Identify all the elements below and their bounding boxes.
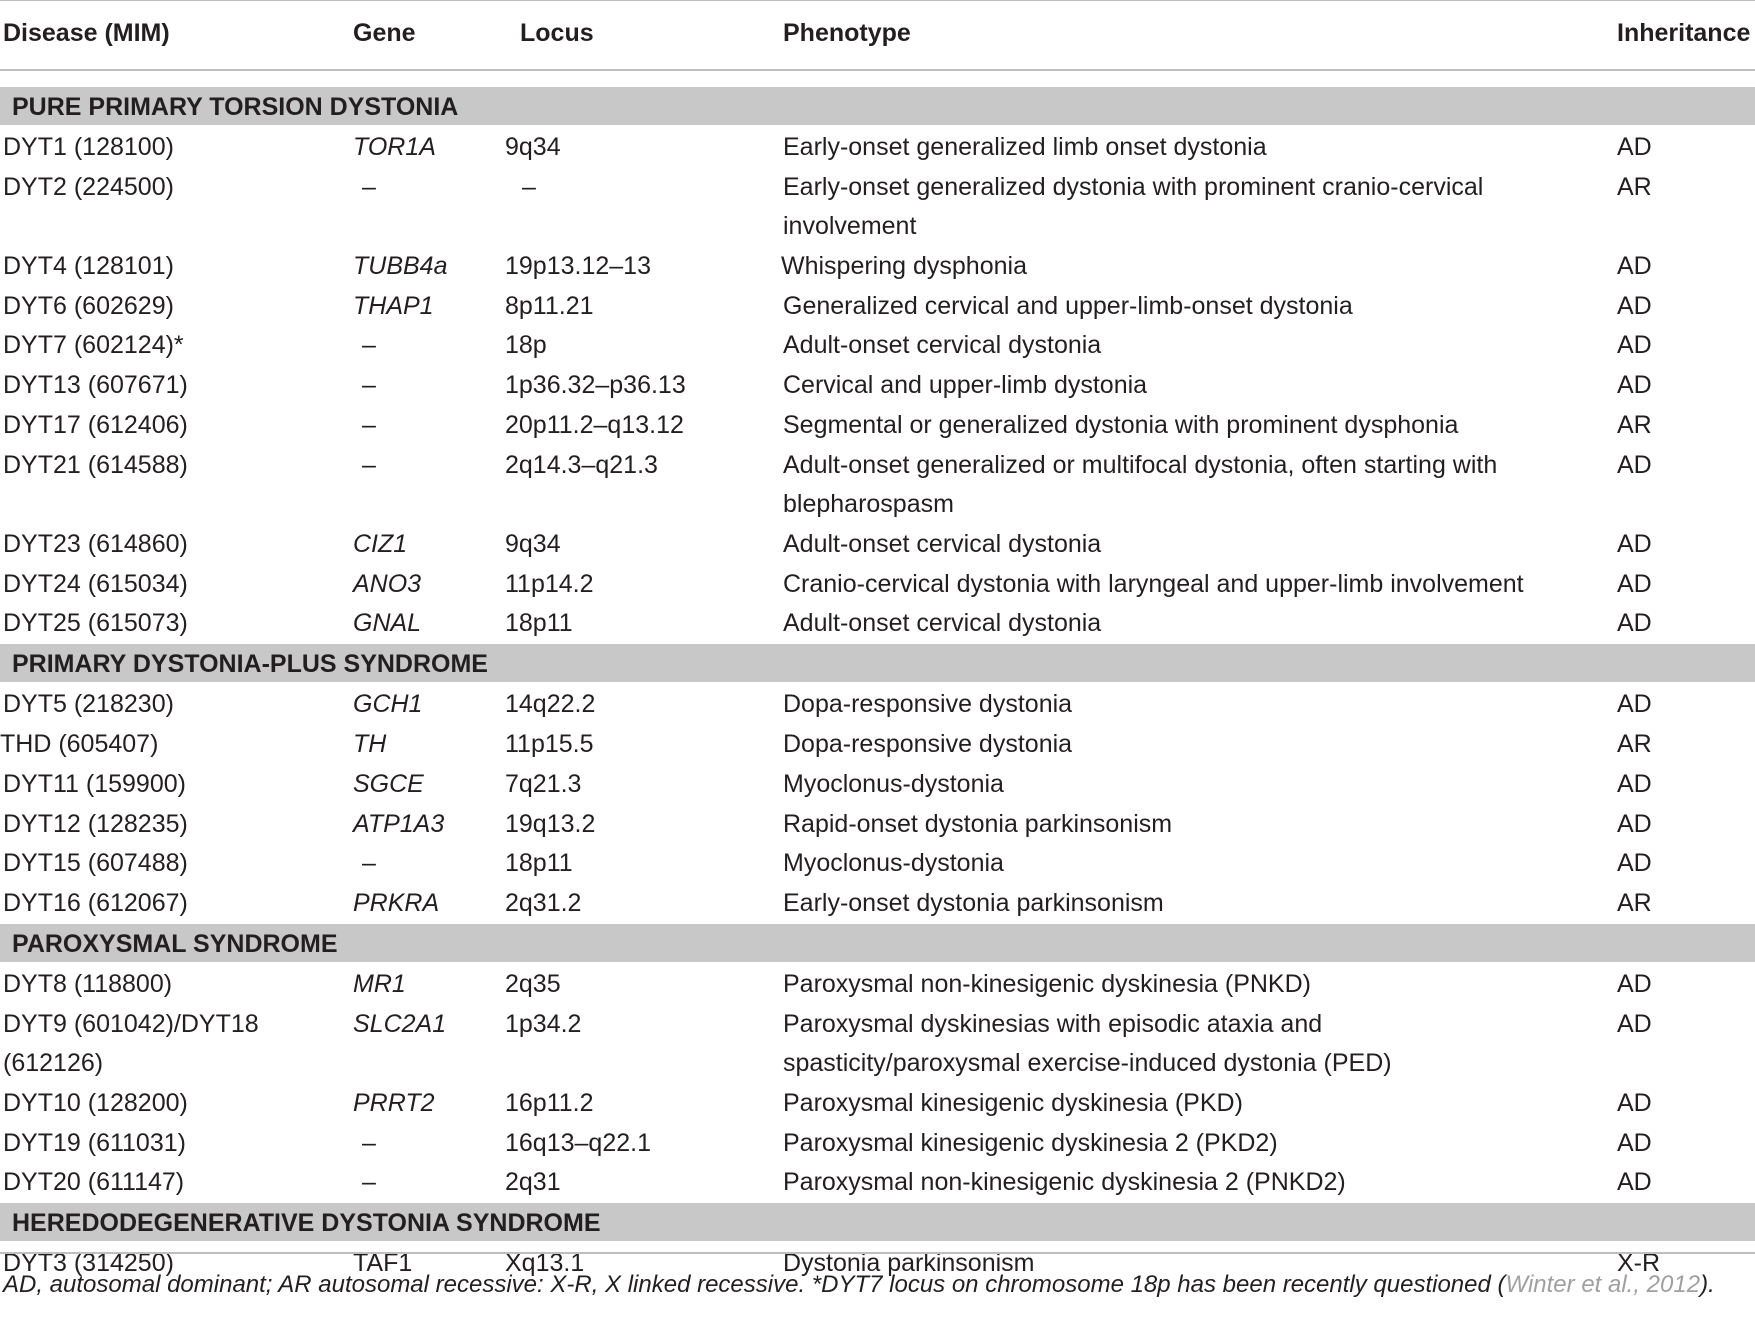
inheritance-cell: AD bbox=[1617, 1088, 1652, 1117]
table-row bbox=[0, 1084, 1755, 1124]
gene-cell: GNAL bbox=[353, 609, 422, 638]
locus-cell: 18p11 bbox=[505, 609, 573, 638]
disease-cell: DYT19 (611031) bbox=[3, 1128, 186, 1157]
inheritance-cell: AD bbox=[1617, 1128, 1652, 1157]
gene-cell: – bbox=[362, 1168, 376, 1197]
table-row bbox=[0, 366, 1755, 406]
disease-cell: DYT13 (607671) bbox=[3, 371, 188, 400]
header-gene: Gene bbox=[353, 19, 416, 47]
phenotype-cell: Adult-onset cervical dystonia bbox=[783, 529, 1102, 558]
table-footnote bbox=[0, 1252, 1755, 1340]
inheritance-cell: X-R bbox=[1617, 1249, 1661, 1278]
gene-cell: – bbox=[362, 450, 376, 479]
phenotype-cell: Adult-onset cervical dystonia bbox=[783, 331, 1102, 360]
disease-cell: DYT2 (224500) bbox=[3, 172, 174, 201]
locus-cell: 8p11.21 bbox=[505, 291, 594, 320]
phenotype-cell: Paroxysmal dyskinesias with episodic ataxia and spasticity/paroxysmal exercise-induced dystonia (PED) bbox=[783, 1009, 1392, 1077]
phenotype-cell: Paroxysmal kinesigenic dyskinesia (PKD) bbox=[783, 1088, 1243, 1117]
table-row bbox=[0, 128, 1755, 168]
table-row bbox=[0, 1124, 1755, 1164]
inheritance-cell: AD bbox=[1617, 450, 1652, 479]
locus-cell: 11p15.5 bbox=[505, 730, 594, 758]
inheritance-cell: AR bbox=[1617, 730, 1652, 758]
gene-cell: – bbox=[362, 849, 376, 878]
locus-cell: 2q31 bbox=[505, 1168, 561, 1197]
disease-cell: DYT24 (615034) bbox=[3, 569, 188, 598]
phenotype-cell: Early-onset generalized dystonia with prominent cranio-cervical involvement bbox=[783, 172, 1484, 240]
section-header bbox=[0, 1203, 1755, 1241]
section-header bbox=[0, 87, 1755, 125]
phenotype-cell: Early-onset dystonia parkinsonism bbox=[783, 889, 1164, 918]
gene-cell: SLC2A1 bbox=[353, 1009, 447, 1038]
disease-cell: DYT12 (128235) bbox=[3, 809, 188, 838]
locus-cell: 16q13–q22.1 bbox=[505, 1128, 651, 1157]
disease-cell: DYT4 (128101) bbox=[3, 251, 174, 280]
inheritance-cell: AD bbox=[1617, 809, 1652, 838]
inheritance-cell: AD bbox=[1617, 1168, 1652, 1197]
inheritance-cell: AD bbox=[1617, 371, 1652, 400]
gene-cell: – bbox=[362, 172, 376, 201]
inheritance-cell: AD bbox=[1617, 331, 1652, 360]
locus-cell: 2q35 bbox=[505, 970, 561, 998]
inheritance-cell: AR bbox=[1617, 411, 1652, 439]
section-header bbox=[0, 924, 1755, 962]
gene-cell: CIZ1 bbox=[353, 529, 408, 558]
inheritance-cell: AD bbox=[1617, 529, 1652, 558]
table-row bbox=[0, 844, 1755, 884]
table-row bbox=[0, 168, 1755, 247]
inheritance-cell: AD bbox=[1617, 970, 1652, 998]
locus-cell: 20p11.2–q13.12 bbox=[505, 411, 684, 439]
header-phenotype: Phenotype bbox=[783, 19, 911, 47]
table-row bbox=[0, 1163, 1755, 1203]
phenotype-cell: Rapid-onset dystonia parkinsonism bbox=[783, 809, 1173, 838]
header-locus: Locus bbox=[520, 19, 594, 47]
phenotype-cell: Segmental or generalized dystonia with prominent dysphonia bbox=[783, 411, 1459, 439]
locus-cell: Xq13.1 bbox=[505, 1249, 585, 1278]
locus-cell: 2q14.3–q21.3 bbox=[505, 450, 658, 479]
section-title: HEREDODEGENERATIVE DYSTONIA SYNDROME bbox=[12, 1209, 601, 1238]
locus-cell: – bbox=[522, 172, 536, 201]
gene-cell: SGCE bbox=[353, 769, 424, 798]
gene-cell: – bbox=[362, 411, 376, 439]
footnote-text: AD, autosomal dominant; AR autosomal recessive: X-R, X linked recessive. *DYT7 locus on chromosome 18p has been recently questioned ( bbox=[3, 1271, 1506, 1298]
gene-cell: TUBB4a bbox=[353, 251, 448, 280]
inheritance-cell: AD bbox=[1617, 849, 1652, 878]
locus-cell: 2q31.2 bbox=[505, 889, 582, 918]
table-row bbox=[0, 965, 1755, 1005]
inheritance-cell: AD bbox=[1617, 609, 1652, 638]
gene-cell: TAF1 bbox=[353, 1249, 413, 1278]
table-row bbox=[0, 685, 1755, 725]
table-row bbox=[0, 446, 1755, 525]
gene-cell: PRRT2 bbox=[353, 1088, 435, 1117]
locus-cell: 14q22.2 bbox=[505, 690, 596, 719]
disease-cell: DYT6 (602629) bbox=[3, 291, 174, 320]
gene-cell: ATP1A3 bbox=[353, 809, 445, 838]
footnote-end: ). bbox=[1700, 1271, 1715, 1298]
table-row bbox=[0, 406, 1755, 446]
phenotype-cell: Cervical and upper-limb dystonia bbox=[783, 371, 1148, 400]
table-row bbox=[0, 1005, 1755, 1084]
header-disease: Disease (MIM) bbox=[3, 19, 170, 47]
section-title: PRIMARY DYSTONIA-PLUS SYNDROME bbox=[12, 650, 488, 679]
locus-cell: 19p13.12–13 bbox=[505, 251, 651, 280]
locus-cell: 19q13.2 bbox=[505, 809, 596, 838]
phenotype-cell: Myoclonus-dystonia bbox=[783, 769, 1004, 798]
disease-cell: DYT25 (615073) bbox=[3, 609, 188, 638]
gene-cell: THAP1 bbox=[353, 291, 434, 320]
locus-cell: 11p14.2 bbox=[505, 569, 594, 598]
disease-cell: DYT3 (314250) bbox=[3, 1249, 174, 1278]
locus-cell: 18p bbox=[505, 331, 547, 360]
phenotype-cell: Whispering dysphonia bbox=[781, 251, 1027, 280]
gene-cell: – bbox=[362, 1128, 376, 1157]
table-row bbox=[0, 765, 1755, 805]
disease-cell: DYT15 (607488) bbox=[3, 849, 188, 878]
phenotype-cell: Adult-onset generalized or multifocal dystonia, often starting with blepharospasm bbox=[783, 450, 1498, 518]
table-row bbox=[0, 604, 1755, 644]
table-row bbox=[0, 326, 1755, 366]
gene-cell: ANO3 bbox=[353, 569, 422, 598]
locus-cell: 9q34 bbox=[505, 133, 561, 161]
phenotype-cell: Adult-onset cervical dystonia bbox=[783, 609, 1102, 638]
phenotype-cell: Myoclonus-dystonia bbox=[783, 849, 1004, 878]
gene-cell: TH bbox=[353, 730, 387, 758]
table-row bbox=[0, 725, 1755, 765]
disease-cell: DYT21 (614588) bbox=[3, 450, 188, 479]
table-row bbox=[0, 525, 1755, 565]
table-row bbox=[0, 247, 1755, 287]
disease-cell: DYT20 (611147) bbox=[3, 1168, 185, 1197]
phenotype-cell: Paroxysmal non-kinesigenic dyskinesia (PNKD) bbox=[783, 970, 1311, 998]
gene-cell: MR1 bbox=[353, 970, 406, 998]
phenotype-cell: Generalized cervical and upper-limb-onset dystonia bbox=[783, 291, 1353, 320]
disease-cell: DYT5 (218230) bbox=[3, 690, 174, 719]
phenotype-cell: Dopa-responsive dystonia bbox=[783, 690, 1073, 719]
inheritance-cell: AR bbox=[1617, 172, 1652, 201]
section-title: PAROXYSMAL SYNDROME bbox=[12, 930, 338, 958]
table-row bbox=[0, 805, 1755, 845]
disease-cell: DYT8 (118800) bbox=[3, 970, 173, 998]
phenotype-cell: Cranio-cervical dystonia with laryngeal and upper-limb involvement bbox=[783, 569, 1524, 598]
locus-cell: 18p11 bbox=[505, 849, 573, 878]
phenotype-cell: Paroxysmal kinesigenic dyskinesia 2 (PKD2) bbox=[783, 1128, 1278, 1157]
table-header bbox=[0, 0, 1755, 71]
gene-cell: – bbox=[362, 371, 376, 400]
phenotype-cell: Early-onset generalized limb onset dystonia bbox=[783, 133, 1267, 161]
locus-cell: 7q21.3 bbox=[505, 769, 582, 798]
disease-cell: DYT23 (614860) bbox=[3, 529, 188, 558]
phenotype-cell: Paroxysmal non-kinesigenic dyskinesia 2 (PNKD2) bbox=[783, 1168, 1346, 1197]
inheritance-cell: AR bbox=[1617, 889, 1652, 918]
inheritance-cell: AD bbox=[1617, 569, 1652, 598]
table-row bbox=[0, 287, 1755, 327]
inheritance-cell: AD bbox=[1617, 1009, 1652, 1038]
disease-cell: DYT11 (159900) bbox=[3, 769, 186, 798]
disease-cell: THD (605407) bbox=[0, 730, 159, 758]
disease-cell: DYT10 (128200) bbox=[3, 1088, 188, 1117]
gene-cell: PRKRA bbox=[353, 889, 440, 918]
inheritance-cell: AD bbox=[1617, 690, 1652, 719]
inheritance-cell: AD bbox=[1617, 251, 1652, 280]
header-inheritance: Inheritance bbox=[1617, 19, 1751, 47]
footnote-citation-link[interactable]: Winter et al., 2012 bbox=[1505, 1271, 1701, 1298]
locus-cell: 16p11.2 bbox=[505, 1088, 594, 1117]
disease-cell: DYT1 (128100) bbox=[3, 133, 174, 161]
gene-cell: GCH1 bbox=[353, 690, 423, 719]
locus-cell: 9q34 bbox=[505, 529, 561, 558]
table-row bbox=[0, 565, 1755, 605]
disease-cell: DYT9 (601042)/DYT18 (612126) bbox=[3, 1009, 259, 1077]
locus-cell: 1p34.2 bbox=[505, 1009, 582, 1038]
locus-cell: 1p36.32–p36.13 bbox=[505, 371, 686, 400]
inheritance-cell: AD bbox=[1617, 769, 1652, 798]
disease-cell: DYT7 (602124)* bbox=[3, 331, 184, 360]
disease-cell: DYT16 (612067) bbox=[3, 889, 188, 918]
gene-cell: TOR1A bbox=[353, 133, 436, 161]
disease-cell: DYT17 (612406) bbox=[3, 411, 188, 439]
phenotype-cell: Dopa-responsive dystonia bbox=[783, 730, 1073, 758]
table-row bbox=[0, 884, 1755, 924]
phenotype-cell: Dystonia parkinsonism bbox=[783, 1249, 1035, 1278]
gene-cell: – bbox=[362, 331, 376, 360]
section-header bbox=[0, 644, 1755, 682]
inheritance-cell: AD bbox=[1617, 291, 1652, 320]
inheritance-cell: AD bbox=[1617, 133, 1652, 161]
section-title: PURE PRIMARY TORSION DYSTONIA bbox=[12, 93, 459, 121]
